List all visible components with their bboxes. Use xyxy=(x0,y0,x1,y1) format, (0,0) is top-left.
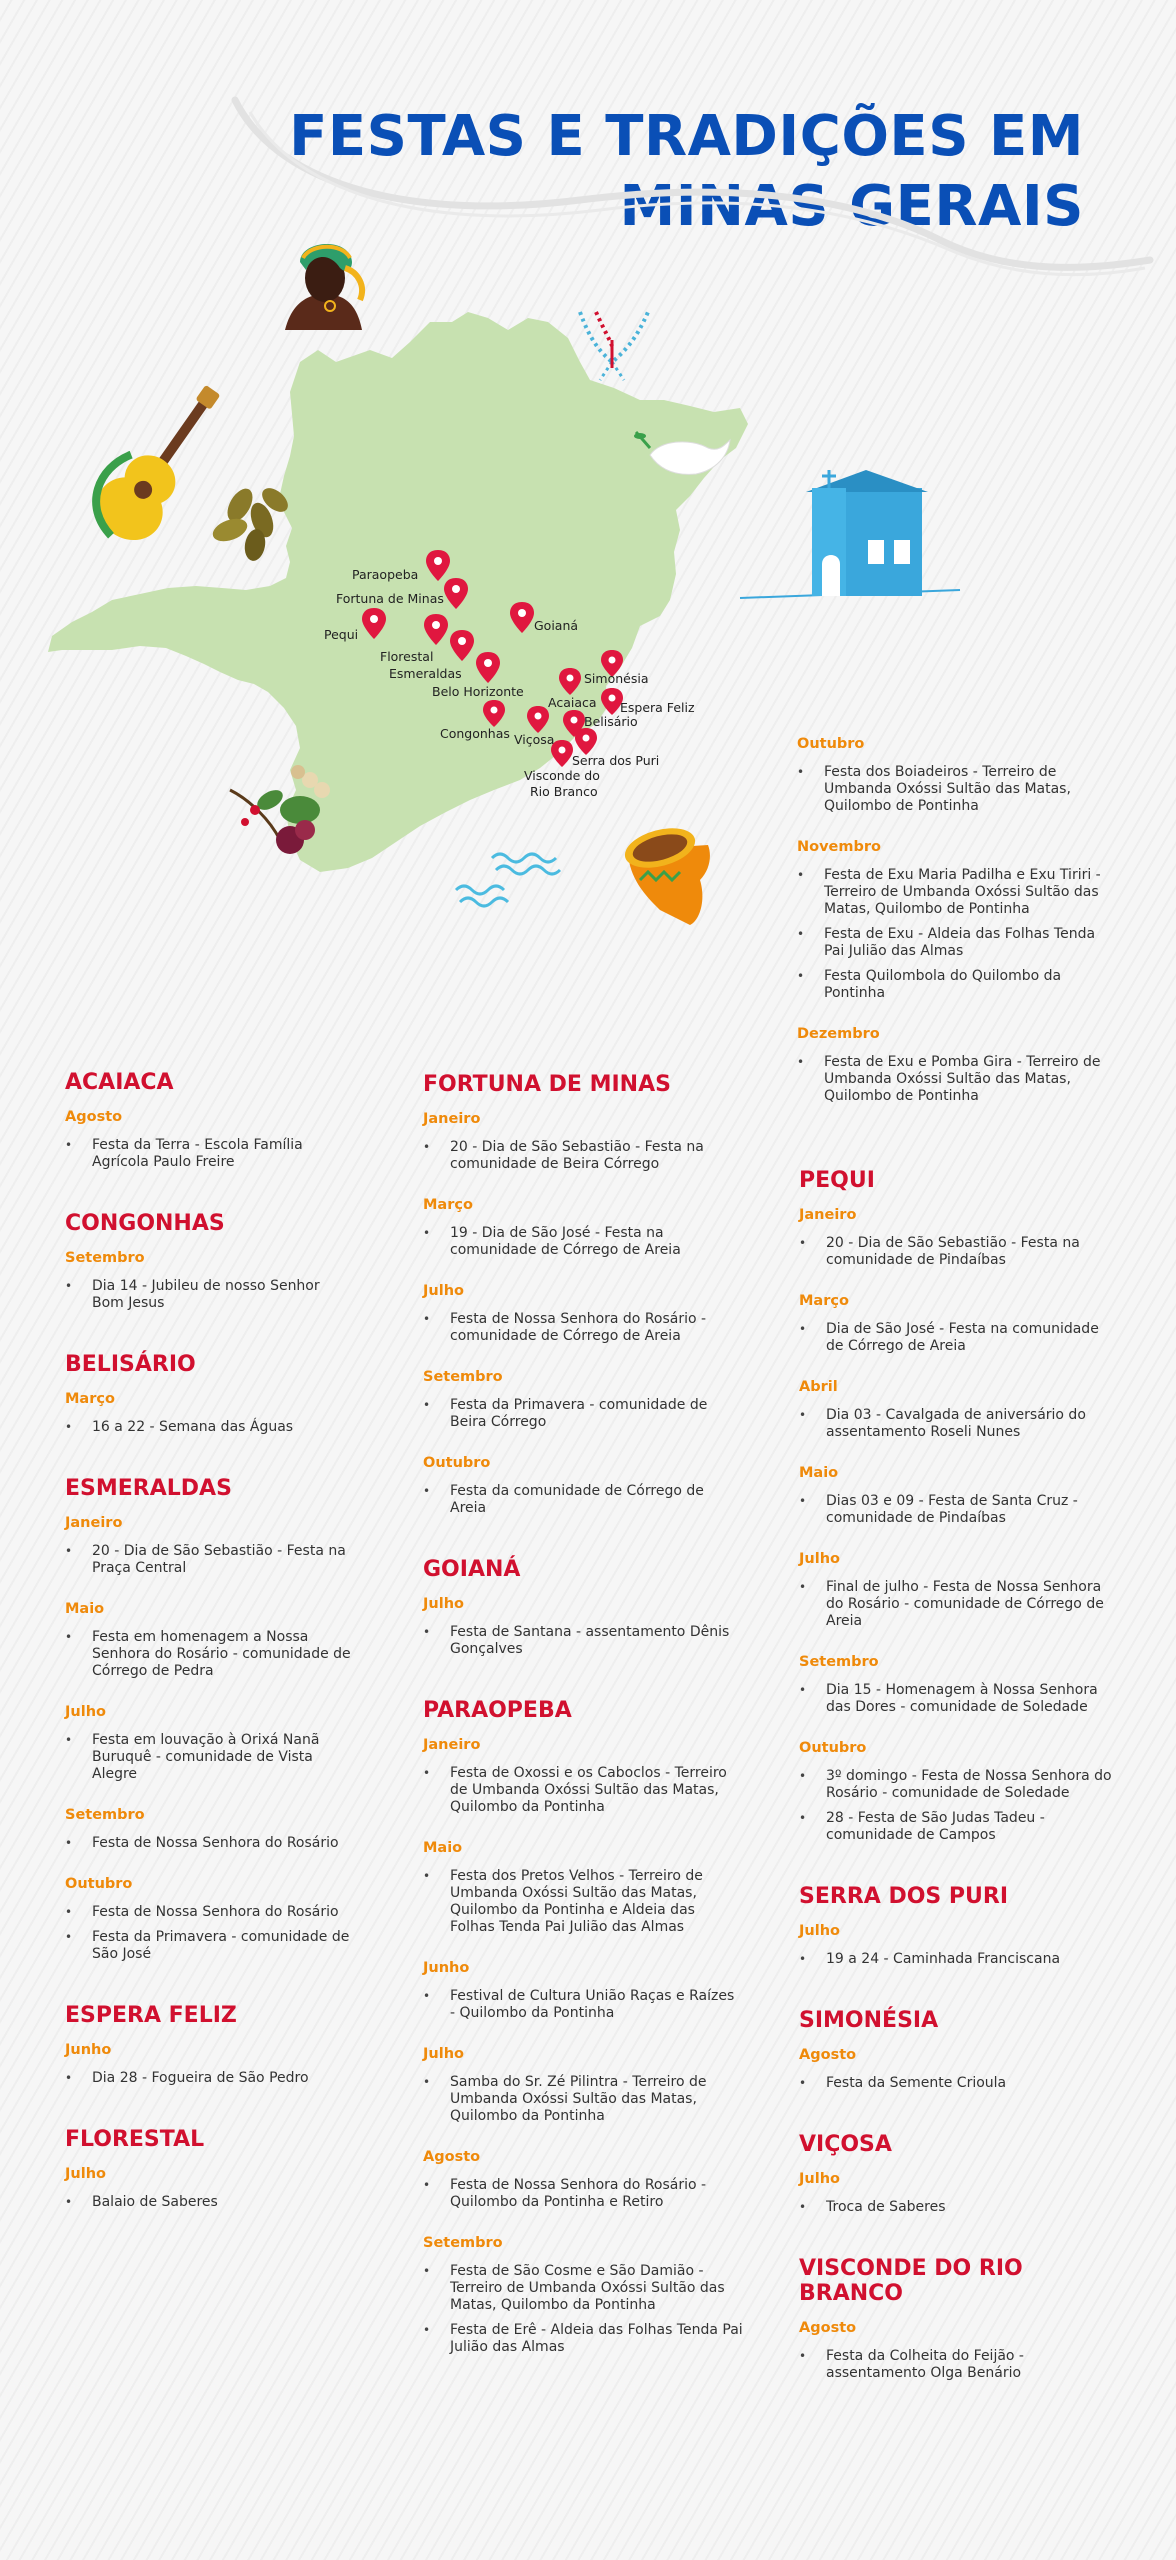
month-heading: Outubro xyxy=(65,1876,133,1892)
event-item: • 20 - Dia de São Sebastião - Festa na comunidade de Beira Córrego xyxy=(423,1139,743,1173)
event-list xyxy=(423,1139,743,1173)
event-item: • Festa da Terra - Escola Família Agrícola Paulo Freire xyxy=(65,1137,355,1171)
event-list xyxy=(423,1397,743,1431)
event-item: • Festa Quilombola do Quilombo da Pontinha xyxy=(797,968,1117,1002)
month-heading: Maio xyxy=(799,1465,839,1481)
woman-with-turban-icon xyxy=(285,244,362,330)
event-item: • Festa em louvação à Orixá Nanã Buruquê - comunidade de Vista Alegre xyxy=(65,1732,355,1783)
event-item: • Festa de Exu Maria Padilha e Exu Tiriri - Terreiro de Umbanda Oxóssi Sultão das Matas, Quilombo de Pontinha xyxy=(797,867,1117,918)
event-list xyxy=(65,1278,355,1312)
event-list xyxy=(65,1732,355,1783)
event-list xyxy=(65,1543,355,1577)
event-item: • Dia 14 - Jubileu de nosso Senhor Bom Jesus xyxy=(65,1278,355,1312)
event-list xyxy=(799,2075,1119,2092)
city-heading: VISCONDE DO RIO BRANCO xyxy=(799,2256,1023,2306)
month-heading: Dezembro xyxy=(797,1026,880,1042)
city-section xyxy=(65,2127,355,2211)
event-item: • 19 a 24 - Caminhada Franciscana xyxy=(799,1951,1119,1968)
event-item: • Festa de Nossa Senhora do Rosário - Quilombo da Pontinha e Retiro xyxy=(423,2177,743,2211)
event-list xyxy=(65,1419,355,1436)
map-label-belisario: Belisário xyxy=(584,714,638,729)
map-label-pequi: Pequi xyxy=(324,627,359,642)
event-list xyxy=(65,1835,355,1852)
event-list xyxy=(799,2199,1119,2216)
event-list xyxy=(799,2348,1119,2382)
month-heading: Outubro xyxy=(797,736,865,752)
event-item: • 20 - Dia de São Sebastião - Festa na Praça Central xyxy=(65,1543,355,1577)
event-list xyxy=(65,2194,355,2211)
city-section xyxy=(65,1211,355,1312)
event-list xyxy=(423,1988,743,2022)
month-heading: Março xyxy=(799,1293,849,1309)
event-list xyxy=(423,1868,743,1936)
city-heading: CONGONHAS xyxy=(65,1211,225,1236)
month-heading: Setembro xyxy=(423,2235,503,2251)
event-item: • Balaio de Saberes xyxy=(65,2194,355,2211)
city-section xyxy=(65,1352,355,1436)
month-heading: Julho xyxy=(799,1923,840,1939)
city-heading: BELISÁRIO xyxy=(65,1352,196,1377)
event-list xyxy=(65,1137,355,1171)
event-item: • Festival de Cultura União Raças e Raízes - Quilombo da Pontinha xyxy=(423,1988,743,2022)
month-heading: Setembro xyxy=(799,1654,879,1670)
city-heading: ESMERALDAS xyxy=(65,1476,232,1501)
month-heading: Maio xyxy=(423,1840,463,1856)
event-item: • Festa da Primavera - comunidade de São José xyxy=(65,1929,355,1963)
column-right-continued xyxy=(797,736,1117,1129)
city-heading: GOIANÁ xyxy=(423,1557,521,1582)
event-item: • Festa de Nossa Senhora do Rosário xyxy=(65,1904,355,1921)
city-heading: FLORESTAL xyxy=(65,2127,205,2152)
city-section xyxy=(65,1070,355,1171)
event-item: • Festa de São Cosme e São Damião - Terreiro de Umbanda Oxóssi Sultão das Matas, Quilombo da Pontinha xyxy=(423,2263,743,2314)
city-section xyxy=(799,2256,1119,2382)
event-item: • Festa de Santana - assentamento Dênis Gonçalves xyxy=(423,1624,743,1658)
title-line-2: MINAS GERAIS xyxy=(619,173,1084,239)
month-heading: Janeiro xyxy=(423,1111,481,1127)
event-item: • Samba do Sr. Zé Pilintra - Terreiro de Umbanda Oxóssi Sultão das Matas, Quilombo da Pontinha xyxy=(423,2074,743,2125)
event-item: • Dias 03 e 09 - Festa de Santa Cruz - comunidade de Pindaíbas xyxy=(799,1493,1119,1527)
month-heading: Agosto xyxy=(799,2047,857,2063)
map-label-espera-feliz: Espera Feliz xyxy=(620,700,695,715)
event-list xyxy=(799,1951,1119,1968)
month-heading: Abril xyxy=(799,1379,838,1395)
title-swoosh xyxy=(235,100,1150,267)
event-list xyxy=(423,1225,743,1259)
event-item: • Festa de Oxossi e os Caboclos - Terreiro de Umbanda Oxóssi Sultão das Matas, Quilombo da Pontinha xyxy=(423,1765,743,1816)
month-heading: Março xyxy=(423,1197,473,1213)
map-label-serra-dos-puri: Serra dos Puri xyxy=(572,753,660,768)
month-heading: Janeiro xyxy=(423,1737,481,1753)
month-heading: Novembro xyxy=(797,839,881,855)
month-heading: Setembro xyxy=(65,1807,145,1823)
city-section xyxy=(799,1168,1119,1844)
event-list xyxy=(797,867,1117,1002)
city-heading: SIMONÉSIA xyxy=(799,2008,939,2033)
city-heading: ESPERA FELIZ xyxy=(65,2003,237,2028)
city-heading: SERRA DOS PURI xyxy=(799,1884,1009,1909)
event-item: • Festa de Exu - Aldeia das Folhas Tenda Pai Julião das Almas xyxy=(797,926,1117,960)
event-item: • Troca de Saberes xyxy=(799,2199,1119,2216)
month-heading: Setembro xyxy=(423,1369,503,1385)
event-item: • 19 - Dia de São José - Festa na comunidade de Córrego de Areia xyxy=(423,1225,743,1259)
event-list xyxy=(799,1493,1119,1527)
event-list xyxy=(65,1904,355,1963)
event-item: • Dia 03 - Cavalgada de aniversário do assentamento Roseli Nunes xyxy=(799,1407,1119,1441)
event-item: • Dia 15 - Homenagem à Nossa Senhora das Dores - comunidade de Soledade xyxy=(799,1682,1119,1716)
column-middle xyxy=(423,1072,743,2396)
month-heading: Junho xyxy=(423,1960,470,1976)
map-label-vicosa: Viçosa xyxy=(514,732,555,747)
coffee-branch-icon xyxy=(210,483,293,562)
event-item: • Dia de São José - Festa na comunidade de Córrego de Areia xyxy=(799,1321,1119,1355)
event-list xyxy=(799,1235,1119,1269)
event-item: • Festa da Primavera - comunidade de Beira Córrego xyxy=(423,1397,743,1431)
column-right xyxy=(799,1168,1119,2422)
event-item: • Festa da Colheita do Feijão - assentamento Olga Benário xyxy=(799,2348,1119,2382)
column-left xyxy=(65,1070,355,2251)
map-label-paraopeba: Paraopeba xyxy=(352,567,419,582)
month-heading: Maio xyxy=(65,1601,105,1617)
event-item: • Festa de Nossa Senhora do Rosário - comunidade de Córrego de Areia xyxy=(423,1311,743,1345)
city-heading: ACAIACA xyxy=(65,1070,174,1095)
rosary-icon xyxy=(580,312,648,380)
event-list xyxy=(423,2177,743,2211)
event-list xyxy=(423,1765,743,1816)
map-label-congonhas: Congonhas xyxy=(440,726,510,741)
event-item: • Festa da comunidade de Córrego de Areia xyxy=(423,1483,743,1517)
event-list xyxy=(799,1682,1119,1716)
month-heading: Julho xyxy=(799,1551,840,1567)
event-item: • Festa de Exu e Pomba Gira - Terreiro de Umbanda Oxóssi Sultão das Matas, Quilombo de Pontinha xyxy=(797,1054,1117,1105)
map-label-florestal: Florestal xyxy=(380,649,434,664)
event-list xyxy=(423,1311,743,1345)
city-heading: PEQUI xyxy=(799,1168,875,1193)
map-label-goiana: Goianá xyxy=(534,618,579,633)
month-heading: Agosto xyxy=(799,2320,857,2336)
month-heading: Agosto xyxy=(65,1109,123,1125)
event-item: • Festa de Erê - Aldeia das Folhas Tenda Pai Julião das Almas xyxy=(423,2322,743,2356)
month-heading: Junho xyxy=(65,2042,112,2058)
event-item: • Festa da Semente Crioula xyxy=(799,2075,1119,2092)
event-list xyxy=(799,1321,1119,1355)
event-list xyxy=(797,764,1117,815)
event-item: • 16 a 22 - Semana das Águas xyxy=(65,1419,355,1436)
event-item: • Festa dos Pretos Velhos - Terreiro de Umbanda Oxóssi Sultão das Matas, Quilombo da Pontinha e Aldeia das Folhas Tenda Pai Julião das Almas xyxy=(423,1868,743,1936)
city-section xyxy=(799,2132,1119,2216)
event-list xyxy=(797,1054,1117,1105)
event-item: • 28 - Festa de São Judas Tadeu - comunidade de Campos xyxy=(799,1810,1119,1844)
event-item: • Festa de Nossa Senhora do Rosário xyxy=(65,1835,355,1852)
map-label-visconde-2: Rio Branco xyxy=(530,784,598,799)
event-item: • Dia 28 - Fogueira de São Pedro xyxy=(65,2070,355,2087)
event-list xyxy=(423,2263,743,2356)
month-heading: Julho xyxy=(65,1704,106,1720)
month-heading: Julho xyxy=(65,2166,106,2182)
month-heading: Março xyxy=(65,1391,115,1407)
month-heading: Julho xyxy=(423,1283,464,1299)
event-list xyxy=(799,1768,1119,1844)
water-waves-icon xyxy=(456,854,560,906)
event-list xyxy=(65,2070,355,2087)
event-list xyxy=(799,1579,1119,1630)
month-heading: Julho xyxy=(423,2046,464,2062)
title-line-1: FESTAS E TRADIÇÕES EM xyxy=(289,103,1084,169)
map-label-belo-horizonte: Belo Horizonte xyxy=(432,684,524,699)
map-label-visconde-1: Visconde do xyxy=(524,768,600,783)
drum-icon xyxy=(621,821,710,925)
month-heading: Julho xyxy=(799,2171,840,2187)
event-list xyxy=(423,1483,743,1517)
event-list xyxy=(65,1629,355,1680)
month-heading: Janeiro xyxy=(65,1515,123,1531)
city-section xyxy=(799,2008,1119,2092)
month-heading: Julho xyxy=(423,1596,464,1612)
event-item: • Festa dos Boiadeiros - Terreiro de Umbanda Oxóssi Sultão das Matas, Quilombo de Pontinha xyxy=(797,764,1117,815)
church-icon xyxy=(740,470,960,598)
city-heading: PARAOPEBA xyxy=(423,1698,572,1723)
map-label-simonesia: Simonésia xyxy=(584,671,649,686)
event-list xyxy=(423,1624,743,1658)
month-heading: Setembro xyxy=(65,1250,145,1266)
event-list xyxy=(423,2074,743,2125)
map-label-esmeraldas: Esmeraldas xyxy=(389,666,462,681)
month-heading: Outubro xyxy=(423,1455,491,1471)
event-item: • 20 - Dia de São Sebastião - Festa na comunidade de Pindaíbas xyxy=(799,1235,1119,1269)
event-list xyxy=(799,1407,1119,1441)
city-heading: FORTUNA DE MINAS xyxy=(423,1072,671,1097)
city-section xyxy=(423,1072,743,1517)
month-heading: Outubro xyxy=(799,1740,867,1756)
city-section xyxy=(423,1698,743,2356)
event-item: • 3º domingo - Festa de Nossa Senhora do Rosário - comunidade de Soledade xyxy=(799,1768,1119,1802)
month-heading: Janeiro xyxy=(799,1207,857,1223)
city-section xyxy=(65,2003,355,2087)
map-label-acaiaca: Acaiaca xyxy=(548,695,597,710)
city-heading: VIÇOSA xyxy=(799,2132,892,2157)
city-section xyxy=(799,1884,1119,1968)
event-item: • Final de julho - Festa de Nossa Senhora do Rosário - comunidade de Córrego de Areia xyxy=(799,1579,1119,1630)
map-label-fortuna: Fortuna de Minas xyxy=(336,591,444,606)
month-heading: Agosto xyxy=(423,2149,481,2165)
event-item: • Festa em homenagem a Nossa Senhora do Rosário - comunidade de Córrego de Pedra xyxy=(65,1629,355,1680)
city-section xyxy=(423,1557,743,1658)
city-section xyxy=(65,1476,355,1963)
